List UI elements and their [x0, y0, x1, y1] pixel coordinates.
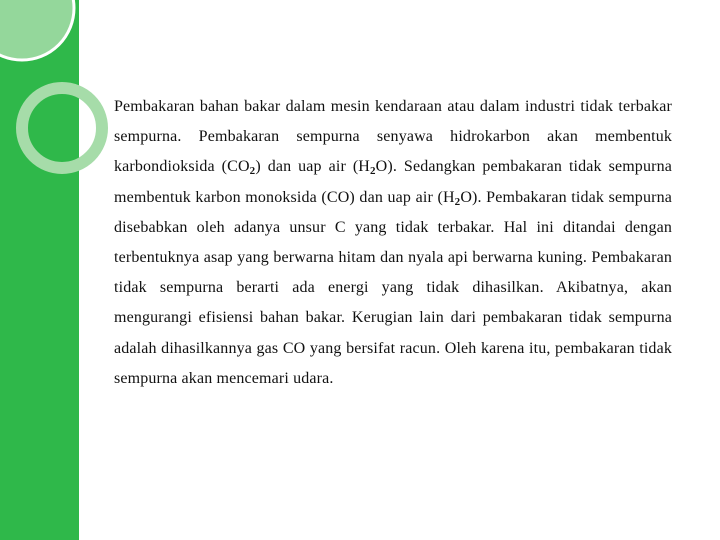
decorative-light-ring-bottom — [22, 88, 102, 168]
text-segment-1: Pembakaran bahan bakar dalam mesin kendaraan atau dalam industri tidak terbakar sempurna. Pembakaran sempurna senyawa hidrokarbon akan membentuk karbondioksida (CO — [114, 98, 672, 176]
decorative-circles — [0, 0, 120, 180]
subscript-h2o-second: 2 — [454, 195, 461, 208]
body-paragraph — [114, 92, 672, 394]
text-segment-3: O). Sedangkan pembakaran tidak sempurna membentuk karbon monoksida (CO) dan uap air (H — [114, 158, 672, 206]
text-segment-2: ) dan uap air (H — [255, 158, 371, 176]
text-segment-4: O). Pembakaran tidak sempurna disebabkan oleh adanya unsur C yang tidak terbakar. Hal ini ditandai dengan terbentuknya asap yang berwarna hitam dan nyala api berwarna kuning. Pembakaran tidak sempurna berarti ada energi yang tidak dihasilkan. Akibatnya, akan mengurangi efisiensi bahan bakar. Kerugian lain dari pembakaran tidak sempurna adalah dihasilkannya gas CO yang bersifat racun. Oleh karena itu, pembakaran tidak sempurna akan mencemari udara. — [114, 188, 672, 387]
decorative-light-circle-top — [0, 0, 74, 60]
subscript-co2: 2 — [249, 165, 256, 178]
subscript-h2o-first: 2 — [370, 165, 376, 178]
